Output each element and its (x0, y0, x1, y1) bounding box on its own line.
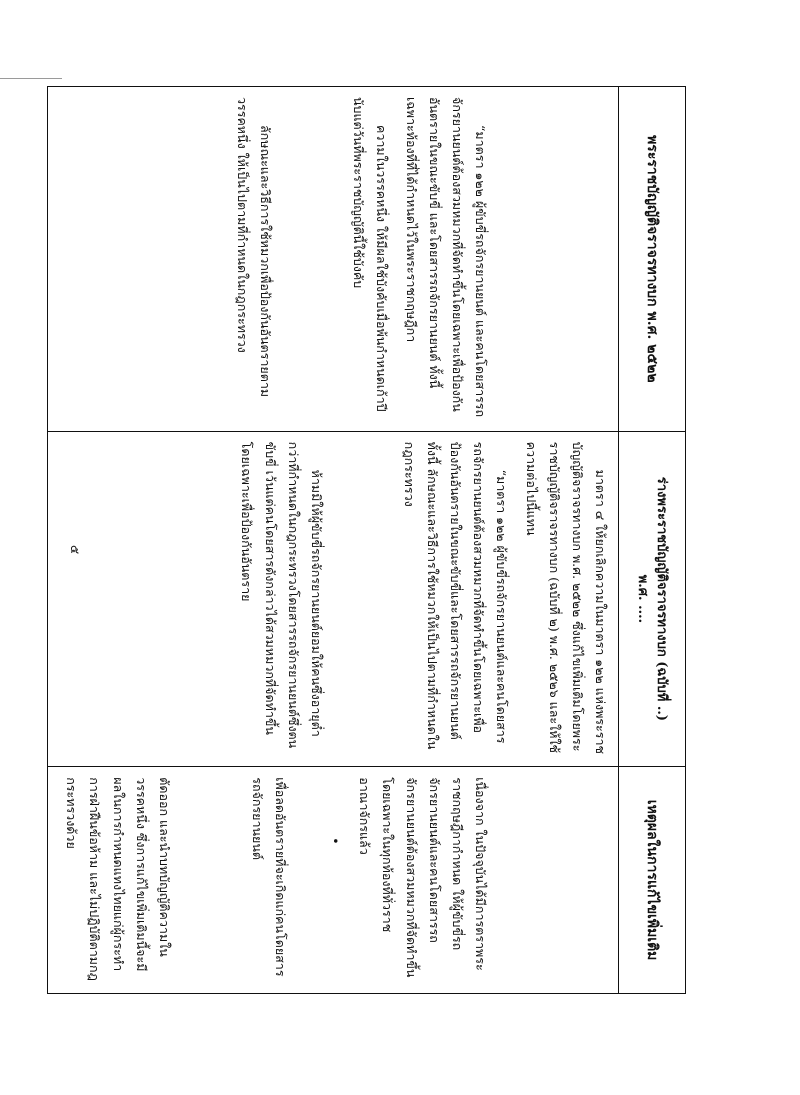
page-number: ๕ (68, 544, 83, 555)
spacer (328, 442, 392, 757)
draft-section-122: “มาตรา ๑๒๒ ผู้ขับขี่รถจักรยานยนต์และคนโดยสารรถจักรยานยนต์ต้องสวมหมวกที่จัดทำขึ้นโดยเฉพาะเพื่อป้องกันอันตรายในขณะขับขี่และโดยสารรถจักรยานยนต์ ทั้งนี้ ลักษณะและวิธีการใช้หมวกให้เป็นไปตามที่กำหนดในกฎกระทรวง (402, 441, 510, 750)
reason-paragraph-1: เนื่องจาก ในปัจจุบันได้มีการตราพระราชกฤษฎีกากำหนด ให้ผู้ขับขี่รถจักรยานยนต์และคนโดยสารรถจักรยานยนต์ต้องสวมหมวกที่จัดทำขึ้นโดยเฉพาะในทุกท้องที่ทั่วราชอาณาจักรแล้ว (357, 777, 488, 978)
draft-section-4: มาตรา ๔ ให้ยกเลิกความในมาตรา ๑๒๒ แห่งพระราชบัญญัติจราจรทางบก พ.ศ. ๒๕๒๒ ซึ่งแก้ไขเพิ่มเติมโดยพระราชบัญญัติจราจรทางบก (ฉบับที่ ๒) พ.ศ. ๒๕๒๖ และให้ใช้ความต่อไปนี้แทน (523, 441, 608, 754)
old-law-section-122: “มาตรา ๑๒๒ ผู้ขับขี่รถจักรยานยนต์ และคนโดยสารรถจักรยานยนต์ต้องสวมหมวกที่จัดทำขึ้นโดยเฉพาะเพื่อป้องกันอันตรายในขณะขับขี่ และโดยสารรถจักรยานยนต์ ทั้งนี้ เฉพาะท้องที่ที่ได้กำหนดไว้ในพระราชกฤษฎีกา (403, 97, 488, 418)
comparison-table (47, 86, 686, 994)
cell-reason (48, 767, 619, 994)
spacer (176, 777, 240, 983)
old-law-paragraph-3: ลักษณะและวิธีการใช้หมวกเพื่อป้องกันอันตรายตามวรรคหนึ่ง ให้เป็นไปตามที่กำหนดในกฎกระทรวง (235, 97, 274, 398)
spacer (277, 97, 341, 421)
reason-paragraph-3: ตัดออก และนำบทบัญญัติความในวรรคหนึ่ง ซึ่งการแก้ไขเพิ่มเติมนี้จะมีผลในการกำหนดแทงไทยแก่ผู้กระทำการฝ่าฝืนข้อห้าม และไม่ปฏิบัติตามกฎกระทรวงด้วย (64, 777, 172, 981)
scan-artifact-line (0, 78, 62, 79)
reason-paragraph-2: เพื่อลดอันตรายที่จะเกิดแก่คนโดยสารรถจักรยานยนต์ (250, 777, 289, 977)
table-body-row (48, 87, 619, 994)
rotated-table-frame (64, 86, 686, 994)
old-law-paragraph-2: ความในวรรคหนึ่ง ให้มีผลใช้บังคับเมื่อพ้นกำหนดเก้าปีนับแต่วันที่พระราชบัญญัตินี้ใช้บังคับ (351, 97, 390, 412)
header-draft-year: พ.ศ. .... (635, 574, 650, 624)
rotated-table-content (64, 86, 686, 994)
table-header-row (619, 87, 686, 994)
cell-draft-law (48, 431, 619, 767)
header-draft-law (619, 431, 686, 767)
spacer (492, 777, 612, 983)
spacer (292, 777, 320, 983)
reason-bullet: • (328, 837, 344, 845)
cell-old-law (48, 87, 619, 432)
draft-paragraph-2: ห้ามมิให้ผู้ขับขี่รถจักรยานยนต์ยอมให้คนซึ่งอายุต่ำกว่าที่กำหนดในกฎกระทรวงโดยสารรถจักรยานยนต์ซึ่งตนขับขี่ เว้นแต่คนโดยสารดังกล่าวได้สวมหมวกที่จัดทำขึ้นโดยเฉพาะเพื่อป้องกันอันตราย (239, 441, 324, 749)
header-draft-title: ร่างพระราชบัญญัติจราจรทางบก (ฉบับที่ ..) (654, 476, 670, 722)
header-old-law: พระราชบัญญัติจราจรทางบก พ.ศ. ๒๕๒๒ (619, 87, 686, 432)
header-reason: เหตุผลในการแก้ไขเพิ่มเติม (619, 767, 686, 994)
spacer (492, 97, 612, 421)
